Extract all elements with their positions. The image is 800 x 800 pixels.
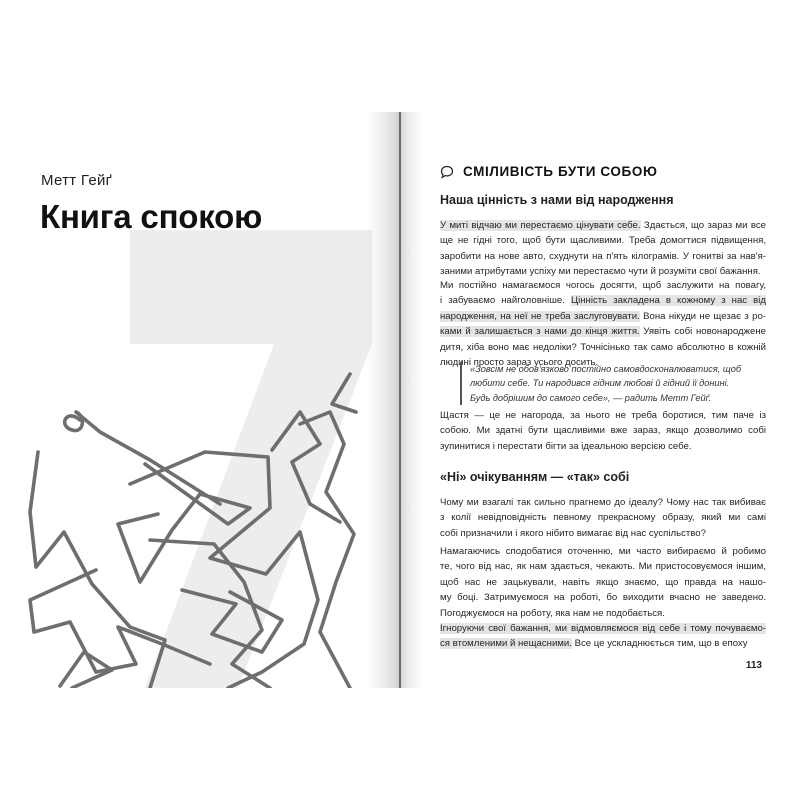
- text-line: [440, 526, 766, 541]
- text-run: заними атрибутами успіху ми перестаємо чути й розуміти свої бажання.: [440, 266, 761, 278]
- text-line: [440, 309, 766, 324]
- paragraph: [440, 621, 766, 652]
- highlighted-text: ся втомленими й нещасними.: [440, 638, 572, 650]
- right-page: [400, 112, 800, 688]
- text-run: Погоджуємося на роботу, яка нам не подобається.: [440, 607, 665, 619]
- text-run: Здається, що зараз ми все: [640, 220, 766, 231]
- text-run: заробити на нове авто, схуднути на п'ять кілограмів. У гонитві за нав'я-: [440, 250, 766, 262]
- text-run: Вона нікуди не щезає з ро-: [639, 310, 766, 322]
- chapter-header: [440, 164, 657, 179]
- text-run: Уявіть собі новонароджене: [639, 326, 766, 338]
- text-run: ще не гідні того, щоб бути щасливими. Треба домогтися підвищення,: [440, 235, 766, 247]
- text-run: зупинитися і перестати бігти за ідеальною версією себе.: [440, 440, 692, 452]
- text-line: [440, 559, 766, 574]
- text-run: те, чого від нас, як нам здається, чекають. Ми пристосовуємося іншим,: [440, 561, 766, 573]
- text-line: [440, 621, 766, 636]
- paragraph: [440, 408, 766, 454]
- text-run: Ми постійно намагаємося чогось досягти, щоб заслужити на повагу,: [440, 280, 766, 291]
- text-line: [440, 510, 766, 525]
- highlighted-text: ками й залишається з нами до кінця життя.: [440, 326, 640, 338]
- text-run: і забуваємо найголовніше.: [440, 295, 572, 307]
- text-line: [440, 575, 766, 590]
- text-line: [440, 636, 766, 651]
- quote-line: «Зовсім не обов'язково постійно самовдосконалюватися, щоб: [470, 364, 742, 374]
- paragraph: [440, 544, 766, 621]
- text-line: [440, 249, 766, 264]
- book-title: Книга спокою: [40, 198, 263, 235]
- text-run: дитя, хіба воно має недоліки? Точнісінько так само абсолютно в кожній: [440, 341, 766, 353]
- highlighted-text: Цінність закладена в кожному з нас від: [571, 295, 767, 307]
- large-digit-shape: [130, 230, 372, 688]
- text-run: щоб нас не зацькували, навіть якщо знаємо, що правда на нашо-: [440, 576, 766, 588]
- text-run: Чому ми взагалі так сильно прагнемо до ідеалу? Чому нас так вибиває: [440, 497, 766, 508]
- text-run: му боці. Затримуємося на роботі, бо виходити вчасно не заведено.: [440, 592, 766, 604]
- page-number: 113: [745, 660, 762, 671]
- page-gutter-shadow: [366, 112, 400, 688]
- book-spine: [399, 112, 401, 688]
- paragraph: [440, 495, 766, 541]
- quote-line: любити себе. Ти народився гідним любові й гідний її донині.: [470, 378, 730, 389]
- text-line: [440, 439, 766, 454]
- left-page: [0, 112, 400, 688]
- paragraph: [440, 218, 766, 280]
- text-run: собою. Ми здатні бути щасливими вже зараз, якщо дозволимо собі: [440, 425, 766, 437]
- text-line: [440, 293, 766, 308]
- text-line: [440, 495, 766, 510]
- text-run: собі призначили і якого нібито вимагає від нас суспільство?: [440, 527, 706, 539]
- text-run: людині просто зараз усього досить.: [440, 357, 599, 369]
- text-line: [440, 606, 766, 621]
- text-run: з колії невідповідність певному прекрасному образу, який ми самі: [440, 512, 766, 524]
- text-run: Все це ускладнюється тим, що в епоху: [571, 638, 748, 650]
- text-line: [440, 423, 766, 438]
- text-line: [440, 340, 766, 355]
- text-run: Намагаючись сподобатися оточенню, ми часто вибираємо й робимо: [440, 546, 766, 557]
- text-line: [440, 278, 766, 293]
- author-name: Метт Гейґ: [41, 172, 113, 189]
- text-line: [440, 218, 766, 233]
- text-line: [440, 544, 766, 559]
- quote-line: Будь добрішим до самого себе», — радить Метт Гейґ.: [470, 392, 712, 403]
- text-line: [440, 233, 766, 248]
- page-gutter-shadow: [400, 112, 424, 688]
- text-line: [440, 590, 766, 605]
- paragraph: [440, 278, 766, 370]
- text-run: Щастя — це не нагорода, за нього не треба боротися, тим паче із: [440, 410, 766, 421]
- text-line: [440, 324, 766, 339]
- text-line: [440, 408, 766, 423]
- highlighted-text: У миті відчаю ми перестаємо цінувати себе.: [440, 220, 641, 231]
- section-title: Наша цінність з нами від народження: [440, 193, 674, 207]
- chapter-title: СМІЛИВІСТЬ БУТИ СОБОЮ: [463, 164, 658, 179]
- speech-bubble-icon: [440, 165, 454, 179]
- pull-quote: [460, 362, 770, 405]
- highlighted-text: Ігноруючи свої бажання, ми відмовляємося від себе і тому почуваємо-: [440, 623, 766, 634]
- section-title: «Ні» очікуванням — «так» собі: [440, 470, 630, 484]
- highlighted-text: народження, на неї не треба заслуговувати.: [440, 310, 640, 322]
